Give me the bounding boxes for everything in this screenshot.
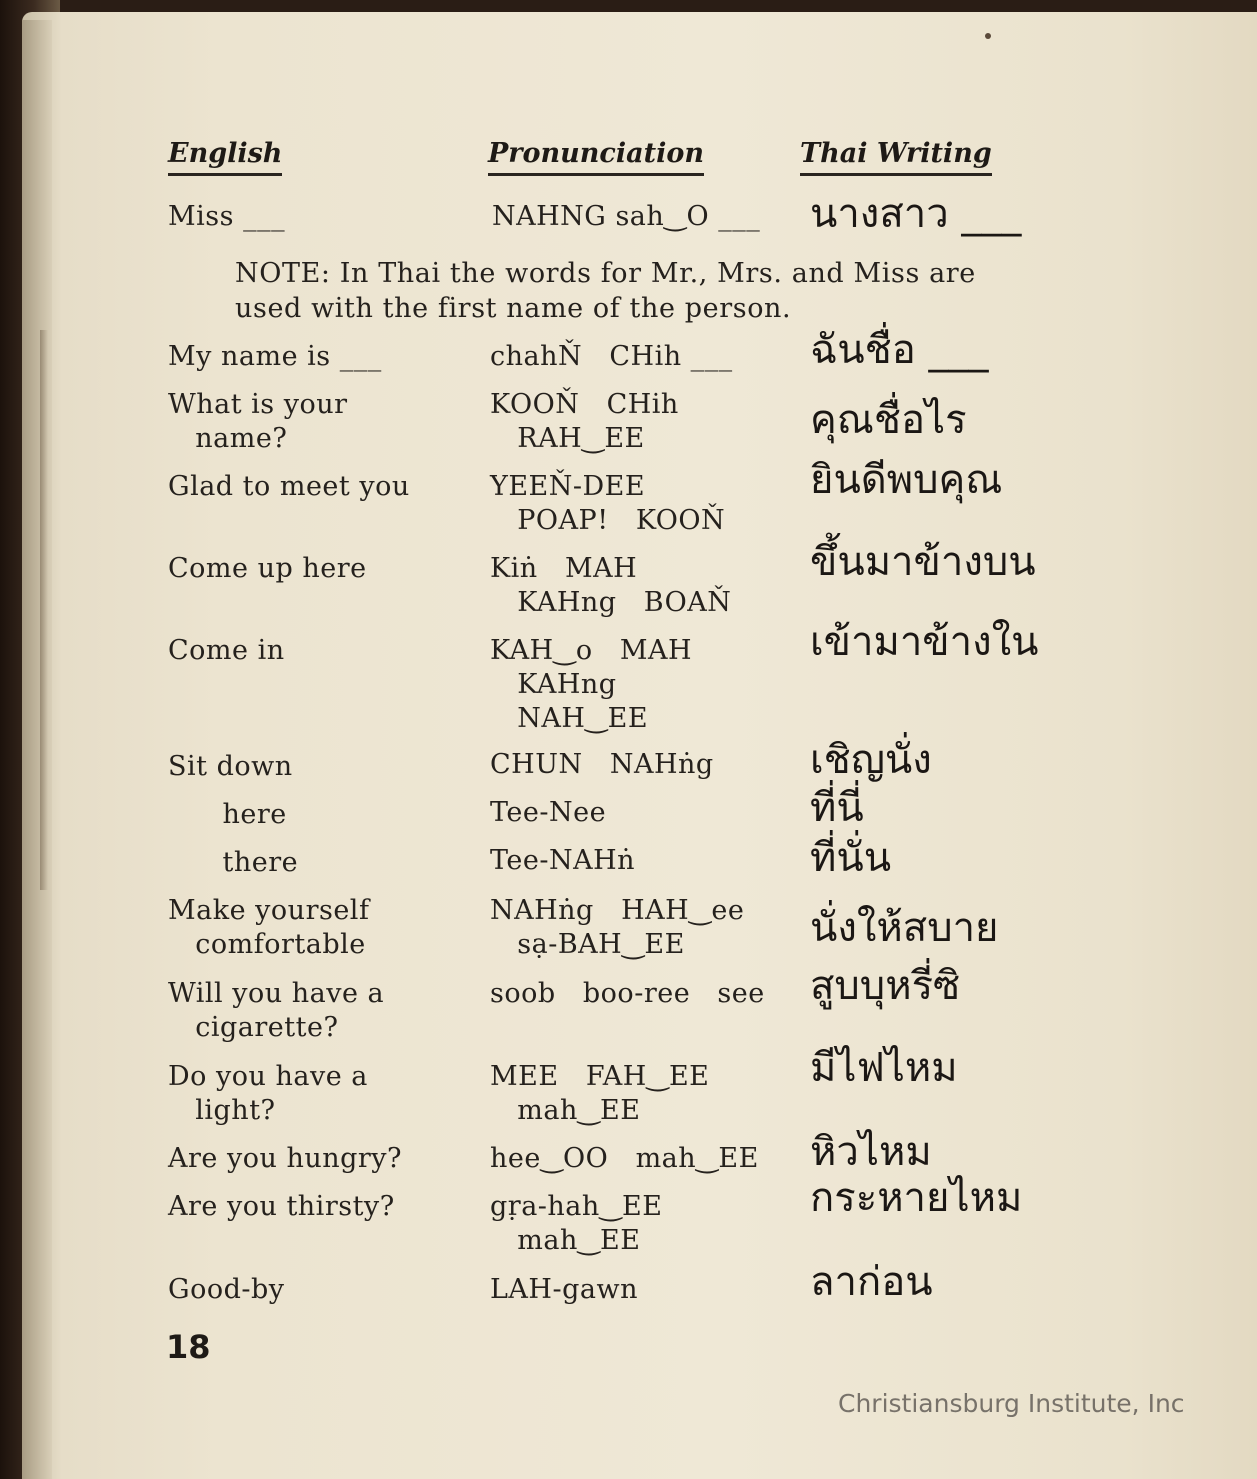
row-english: here [168,799,287,830]
header-pronunciation: Pronunciation [488,138,704,176]
row-thai: คุณชื่อไร [810,397,967,443]
row-pronunciation: YEEŇ-DEE POAP! KOOŇ [490,471,726,536]
row-pronunciation: soob boo-ree see [490,978,765,1009]
miss-pronunciation: NAHNG sah‿O ___ [492,201,761,232]
watermark: Christiansburg Institute, Inc [838,1389,1185,1418]
row-english: My name is ___ [168,341,382,372]
row-thai: ยินดีพบคุณ [810,457,1003,503]
header-thai-writing: Thai Writing [800,138,992,176]
note-paragraph [235,256,1095,326]
row-english: Sit down [168,751,293,782]
miss-thai: นางสาว ___ [810,191,1022,237]
row-english: Come up here [168,553,367,584]
miss-english: Miss ___ [168,201,286,232]
row-pronunciation: KOOŇ CHih RAH‿EE [490,389,679,454]
row-thai: ฉันชื่อ ___ [810,327,989,373]
row-pronunciation: gṛa-hah‿EE mah‿EE [490,1191,663,1256]
row-pronunciation: Tee-NAHṅ [490,845,636,876]
row-pronunciation: hee‿OO mah‿EE [490,1143,759,1174]
page-fold [40,330,48,890]
row-english: there [168,847,299,878]
row-english: Are you hungry? [168,1143,403,1174]
row-thai: ที่นี่ [810,785,864,831]
note-line: used with the first name of the person. [235,293,792,324]
row-pronunciation: Kiṅ MAH KAHng BOAŇ [490,553,732,618]
row-english: Do you have a light? [168,1061,368,1126]
row-english: Come in [168,635,285,666]
row-thai: เชิญนั่ง [810,737,932,783]
row-thai: ลาก่อน [810,1259,933,1305]
row-pronunciation: MEE FAH‿EE mah‿EE [490,1061,710,1126]
row-pronunciation: LAH-gawn [490,1274,638,1305]
row-thai: สูบบุหรี่ซิ [810,963,961,1009]
page-number: 18 [166,1328,211,1366]
row-thai: นั่งให้สบาย [810,905,999,951]
row-english: Make yourself comfortable [168,895,370,960]
row-pronunciation: Tee-Nee [490,797,607,828]
row-pronunciation: chahŇ CHih ___ [490,341,733,372]
row-thai: กระหายไหม [810,1175,1023,1221]
row-pronunciation: NAHṅg HAH‿ee sạ-BAH‿EE [490,895,745,960]
row-english: Glad to meet you [168,471,410,502]
row-pronunciation: CHUN NAHṅg [490,749,714,780]
header-english: English [168,138,282,176]
row-thai: ขึ้นมาข้างบน [810,539,1036,585]
row-thai: เข้ามาข้างใน [810,619,1039,665]
row-thai: ที่นั่น [810,835,892,881]
row-english: What is your name? [168,389,348,454]
row-english: Are you thirsty? [168,1191,395,1222]
row-english: Good-by [168,1274,285,1305]
row-english: Will you have a cigarette? [168,978,385,1043]
row-thai: มีไฟไหม [810,1045,958,1091]
row-thai: หิวไหม [810,1129,932,1175]
note-line: NOTE: In Thai the words for Mr., Mrs. and Miss are [235,258,976,289]
row-pronunciation: KAH‿o MAH KAHng NAH‿EE [490,635,693,734]
ink-speck [985,33,991,39]
